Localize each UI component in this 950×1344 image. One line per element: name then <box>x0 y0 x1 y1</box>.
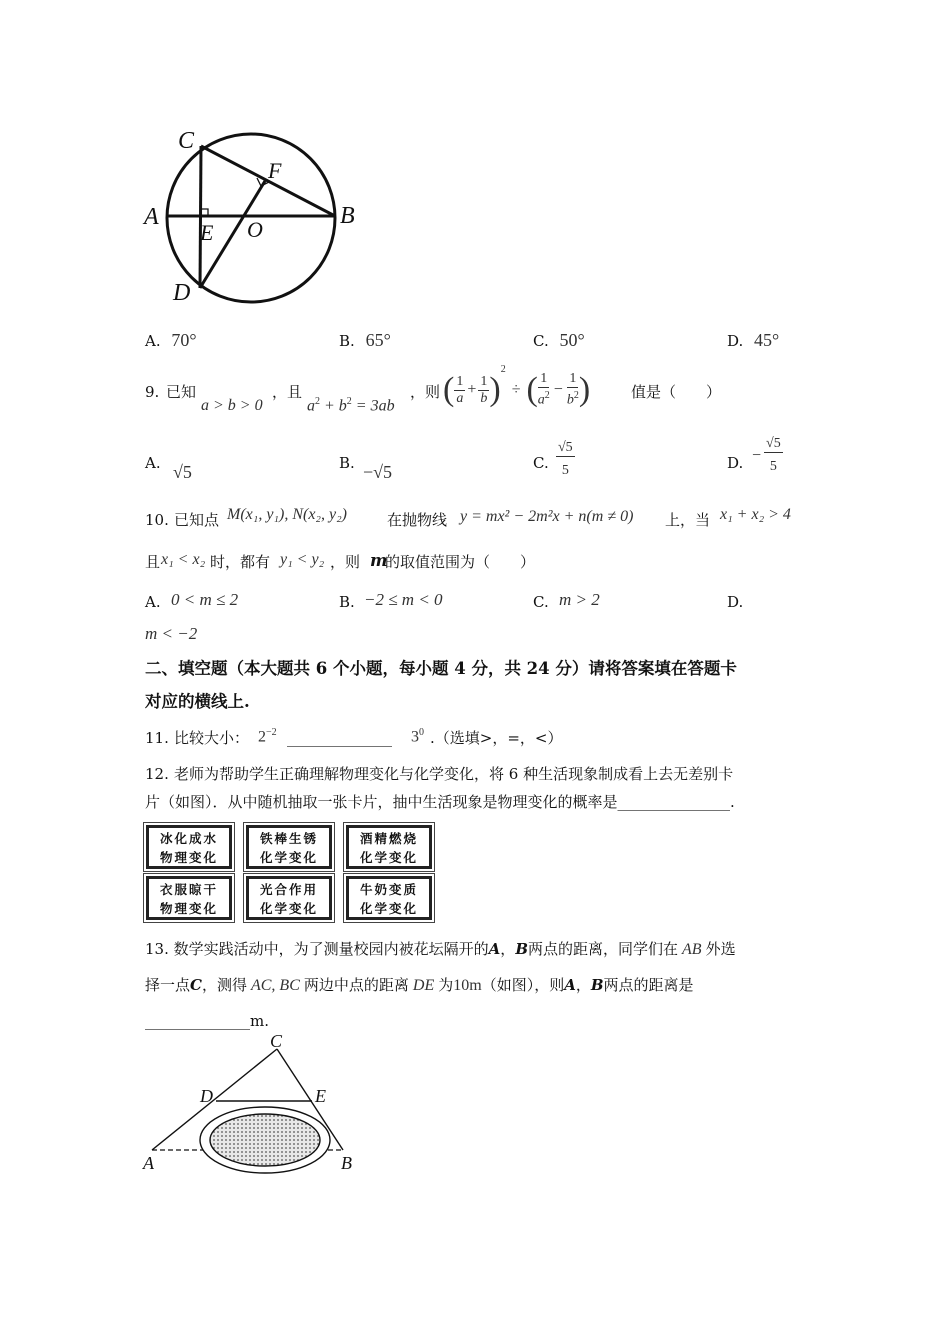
q8-d-letter: D. <box>727 332 744 350</box>
q10-number: 10. <box>145 511 169 529</box>
q10-line2-d: 的取值范围为（ ） <box>385 553 536 571</box>
q8-option-b <box>339 330 391 351</box>
q10-line2-a: 且 <box>145 553 161 571</box>
q10-points: M(x₁, y₁), N(x₂, y₂) <box>227 506 347 523</box>
section2-heading-line2: 对应的横线上. <box>145 692 250 711</box>
card-3-title: 酒精燃烧 <box>359 831 418 846</box>
card-1 <box>146 825 232 869</box>
q8-c-value: 50° <box>559 330 585 350</box>
q9-text1: 已知 <box>166 383 197 401</box>
label-o: O <box>247 217 263 242</box>
q8-option-d <box>727 330 779 351</box>
q10-line2-m: m <box>370 551 388 570</box>
q9-option-c-value: $\frac{√5}{5}$ <box>558 440 573 478</box>
q10-cond3: y₁ < y₂ <box>280 551 325 568</box>
circle-figure <box>140 120 370 310</box>
q11-text1: 比较大小： <box>174 729 250 747</box>
flower-bed-inner <box>210 1114 320 1166</box>
q13-line3: ______________m. <box>145 1012 269 1030</box>
label-c: C <box>178 128 195 154</box>
q13-line1: 13. 数学实践活动中，为了测量校园内被花坛隔开的A，B两点的距离，同学们在 AB 外选 <box>145 940 736 958</box>
q9-option-b-value: −√5 <box>363 462 393 482</box>
label-e: E <box>200 220 214 245</box>
q10-option-b-value: −2 ≤ m < 0 <box>364 590 443 609</box>
q10-option-c-letter: C. <box>533 593 549 611</box>
q11-rhs: $3^0$ <box>411 727 424 746</box>
card-6 <box>346 876 432 920</box>
q8-d-value: 45° <box>754 330 780 350</box>
card-6-title: 牛奶变质 <box>359 882 418 897</box>
q10-option-b-letter: B. <box>339 593 355 611</box>
q8-b-value: 65° <box>365 330 391 350</box>
fig2-label-e: E <box>315 1086 326 1106</box>
card-5 <box>246 876 332 920</box>
fig2-label-b: B <box>341 1153 352 1173</box>
fig2-label-d: D <box>200 1086 213 1106</box>
q9-cond2: $a^2 + b^2 = 3ab$ <box>307 396 395 415</box>
card-5-title: 光合作用 <box>259 882 318 897</box>
q10-cond2: x₁ < x₂ <box>161 551 206 568</box>
q8-a-value: 70° <box>171 330 197 350</box>
card-2-type: 化学变化 <box>259 850 318 865</box>
q9-option-b-letter: B. <box>339 454 355 472</box>
q12-line2: 片（如图）．从中随机抽取一张卡片，抽中生活现象是物理变化的概率是_______________. <box>145 793 735 811</box>
q9-option-a-value: √5 <box>173 462 192 482</box>
label-d: D <box>173 280 191 306</box>
q10-option-a-value: 0 < m ≤ 2 <box>171 590 239 609</box>
q13-line2: 择一点C，测得 AC, BC 两边中点的距离 DE 为10m（如图），则A，B两点的距离是 <box>145 976 694 994</box>
q10-text1: 已知点 <box>174 511 220 529</box>
card-2-title: 铁棒生锈 <box>259 831 318 846</box>
q11-text2: .（选填>，=，<） <box>430 729 563 747</box>
card-6-type: 化学变化 <box>359 901 418 916</box>
q9-option-d-letter: D. <box>727 454 744 472</box>
q9-expression: ( $\frac{1}{a}$ + $\frac{1}{b}$ ) $^2$ ÷ ( $\frac{1}{a^2}$ − $\frac{1}{b^2}$ ) <box>443 364 591 408</box>
q8-b-letter: B. <box>339 332 355 350</box>
q9-text2: ，且 <box>272 383 303 401</box>
q9-option-c-letter: C. <box>533 454 549 472</box>
q10-parabola: y = mx² − 2m²x + n(m ≠ 0) <box>460 508 634 525</box>
card-1-title: 冰化成水 <box>159 831 218 846</box>
q8-option-a <box>145 330 197 351</box>
fig2-label-a: A <box>143 1153 154 1173</box>
card-4 <box>146 876 232 920</box>
q9-cond1: a > b > 0 <box>201 397 263 414</box>
label-b: B <box>340 203 355 229</box>
q12-number: 12. <box>145 765 169 783</box>
label-a: A <box>144 204 159 230</box>
q8-option-c <box>533 330 585 351</box>
q10-option-d-value: m < −2 <box>145 624 198 643</box>
q9-text3: ，则 <box>410 383 441 401</box>
q12-line1: 老师为帮助学生正确理解物理变化与化学变化，将 6 种生活现象制成看上去无差别卡 <box>174 765 734 783</box>
q9-number: 9. <box>145 383 160 401</box>
q11-blank: ______________ <box>287 729 392 747</box>
q10-cond1: x₁ + x₂ > 4 <box>720 506 791 523</box>
q9-option-d-value: − $\frac{√5}{5}$ <box>752 436 781 474</box>
chord-cd <box>200 146 201 288</box>
section2-heading-line1: 二、填空题（本大题共 6 个小题，每小题 4 分，共 24 分）请将答案填在答题卡 <box>145 659 737 678</box>
q11-number: 11. <box>145 729 169 747</box>
card-2 <box>246 825 332 869</box>
q10-text3: 上，当 <box>665 511 711 529</box>
fig2-label-c: C <box>270 1034 283 1051</box>
q8-a-letter: A. <box>145 332 161 350</box>
q10-line2-c: ，则 <box>330 553 361 571</box>
q10-text2: 在抛物线 <box>387 511 448 529</box>
label-f: F <box>268 158 282 183</box>
q11-lhs: $2^{-2}$ <box>258 727 277 746</box>
q10-option-a-letter: A. <box>145 593 161 611</box>
card-3 <box>346 825 432 869</box>
card-4-type: 物理变化 <box>159 901 218 916</box>
card-3-type: 化学变化 <box>359 850 418 865</box>
q9-option-a-letter: A. <box>145 454 161 472</box>
q10-line2-b: 时，都有 <box>210 553 271 571</box>
q9-text4: 值是（ ） <box>631 383 722 401</box>
card-5-type: 化学变化 <box>259 901 318 916</box>
card-1-type: 物理变化 <box>159 850 218 865</box>
q10-option-c-value: m > 2 <box>559 590 600 609</box>
card-4-title: 衣服晾干 <box>159 882 218 897</box>
q10-option-d-letter: D. <box>727 593 744 611</box>
q8-c-letter: C. <box>533 332 549 350</box>
triangle-figure <box>140 1034 370 1174</box>
